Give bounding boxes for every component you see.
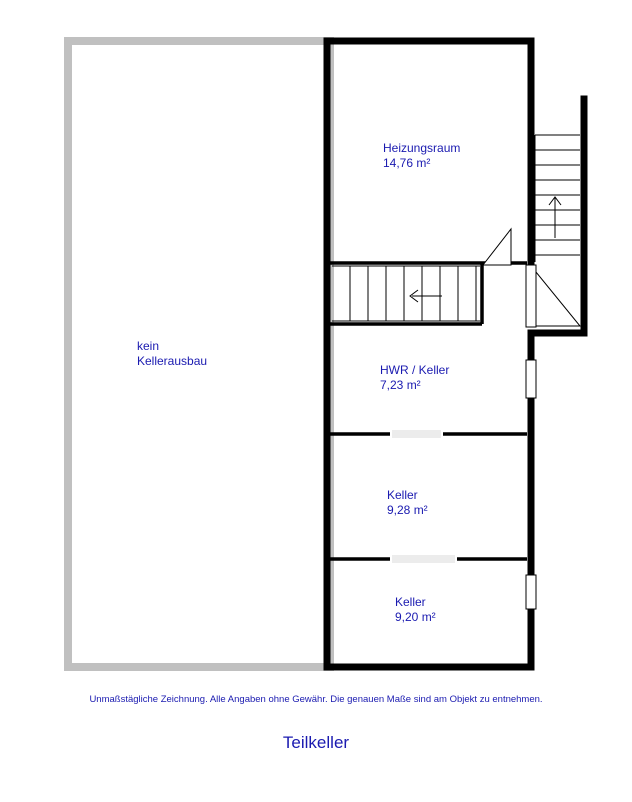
- unbuilt-area-label-line1: kein: [137, 339, 160, 353]
- room-label-keller-2: [395, 595, 436, 625]
- unbuilt-area-label-line2: Kellerausbau: [137, 354, 208, 368]
- room-area: 9,20 m²: [395, 610, 436, 624]
- interior-stair: [332, 266, 480, 321]
- stair-landing-triangle: [483, 229, 511, 265]
- disclaimer: Unmaßstägliche Zeichnung. Alle Angaben ohne Gewähr. Die genauen Maße sind am Objekt zu entnehmen.: [89, 694, 543, 705]
- room-label-hwr-keller: [380, 363, 449, 393]
- room-name: Heizungsraum: [383, 141, 461, 155]
- page-title: Teilkeller: [282, 733, 350, 752]
- exterior-stair: [535, 135, 580, 326]
- interior-walls: [330, 263, 527, 559]
- room-name: Keller: [387, 488, 418, 502]
- room-area: 7,23 m²: [380, 378, 421, 392]
- room-label-keller-1: [387, 488, 428, 518]
- room-name: HWR / Keller: [380, 363, 450, 377]
- unbuilt-area-label: [137, 339, 207, 369]
- room-area: 9,28 m²: [387, 503, 428, 517]
- room-name: Keller: [395, 595, 426, 609]
- room-label-heizungsraum: [383, 141, 460, 171]
- room-area: 14,76 m²: [383, 156, 431, 170]
